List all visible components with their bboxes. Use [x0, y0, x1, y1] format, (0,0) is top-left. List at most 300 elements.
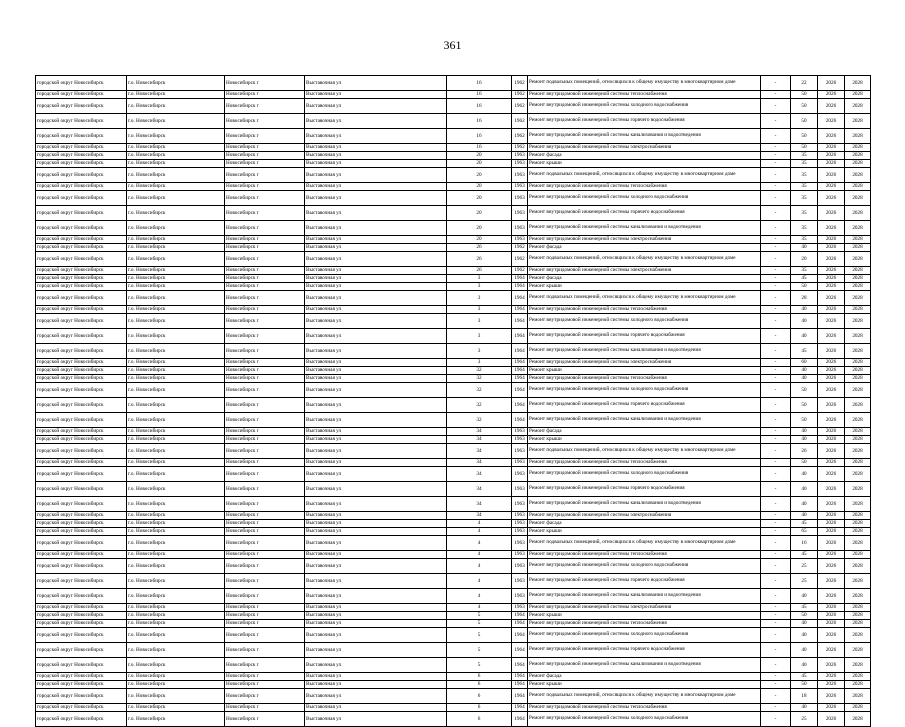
street-cell: Выставочная ул — [305, 574, 447, 589]
okrug-cell: городской округ Новосибирск — [36, 252, 127, 267]
work-type-cell: Ремонт внутридомовой инженерной системы теплоснабжения — [528, 704, 761, 712]
city-cell: Новосибирск г — [225, 528, 305, 536]
house-number-cell: 3 — [447, 275, 512, 283]
end-year-cell: 2028 — [845, 528, 871, 536]
value-cell: 40 — [791, 589, 818, 604]
okrug-cell: городской округ Новосибирск — [36, 168, 127, 183]
house-number-cell: 6 — [447, 704, 512, 712]
table-row — [36, 191, 871, 206]
end-year-cell: 2028 — [845, 283, 871, 291]
table-row — [36, 306, 871, 314]
table-row — [36, 658, 871, 673]
street-cell: Выставочная ул — [305, 536, 447, 551]
house-number-cell: 34 — [447, 444, 512, 459]
work-type-cell: Ремонт внутридомовой инженерной системы холодного водоснабжения — [528, 99, 761, 114]
street-cell: Выставочная ул — [305, 168, 447, 183]
unit-cell: - — [761, 398, 791, 413]
okrug-cell: городской округ Новосибирск — [36, 314, 127, 329]
build-year-cell: 1962 — [512, 244, 528, 252]
start-year-cell: 2026 — [818, 612, 845, 620]
build-year-cell: 1963 — [512, 497, 528, 512]
work-type-cell: Ремонт внутридомовой инженерной системы холодного водоснабжения — [528, 712, 761, 727]
start-year-cell: 2026 — [818, 589, 845, 604]
municipality-cell: г.о. Новосибирск — [127, 236, 225, 244]
work-type-cell: Ремонт крыши — [528, 528, 761, 536]
end-year-cell: 2028 — [845, 99, 871, 114]
okrug-cell: городской округ Новосибирск — [36, 329, 127, 344]
value-cell: 40 — [791, 643, 818, 658]
city-cell: Новосибирск г — [225, 114, 305, 129]
value-cell: 18 — [791, 689, 818, 704]
municipality-cell: г.о. Новосибирск — [127, 536, 225, 551]
work-type-cell: Ремонт подвальных помещений, относящихся к общему имуществу в многоквартирном доме — [528, 76, 761, 91]
build-year-cell: 1963 — [512, 444, 528, 459]
okrug-cell: городской округ Новосибирск — [36, 267, 127, 275]
street-cell: Выставочная ул — [305, 244, 447, 252]
street-cell: Выставочная ул — [305, 658, 447, 673]
table-row — [36, 536, 871, 551]
build-year-cell: 1963 — [512, 551, 528, 559]
house-number-cell: 20 — [447, 191, 512, 206]
street-cell: Выставочная ул — [305, 620, 447, 628]
build-year-cell: 1964 — [512, 658, 528, 673]
start-year-cell: 2026 — [818, 528, 845, 536]
start-year-cell: 2026 — [818, 344, 845, 359]
work-type-cell: Ремонт внутридомовой инженерной системы канализования и водоотведения — [528, 658, 761, 673]
start-year-cell: 2026 — [818, 512, 845, 520]
city-cell: Новосибирск г — [225, 620, 305, 628]
municipality-cell: г.о. Новосибирск — [127, 267, 225, 275]
table-row — [36, 612, 871, 620]
table-row — [36, 275, 871, 283]
work-type-cell: Ремонт крыши — [528, 367, 761, 375]
table-row — [36, 91, 871, 99]
value-cell: 50 — [791, 144, 818, 152]
municipality-cell: г.о. Новосибирск — [127, 658, 225, 673]
city-cell: Новосибирск г — [225, 628, 305, 643]
value-cell: 25 — [791, 559, 818, 574]
city-cell: Новосибирск г — [225, 520, 305, 528]
city-cell: Новосибирск г — [225, 314, 305, 329]
start-year-cell: 2026 — [818, 689, 845, 704]
table-row — [36, 482, 871, 497]
house-number-cell: 6 — [447, 689, 512, 704]
city-cell: Новосибирск г — [225, 267, 305, 275]
okrug-cell: городской округ Новосибирск — [36, 114, 127, 129]
street-cell: Выставочная ул — [305, 643, 447, 658]
start-year-cell: 2026 — [818, 520, 845, 528]
house-number-cell: 20 — [447, 206, 512, 221]
house-number-cell: 26 — [447, 267, 512, 275]
table-row — [36, 559, 871, 574]
end-year-cell: 2028 — [845, 612, 871, 620]
municipality-cell: г.о. Новосибирск — [127, 221, 225, 236]
start-year-cell: 2026 — [818, 283, 845, 291]
street-cell: Выставочная ул — [305, 206, 447, 221]
unit-cell: - — [761, 681, 791, 689]
unit-cell: - — [761, 559, 791, 574]
city-cell: Новосибирск г — [225, 643, 305, 658]
end-year-cell: 2028 — [845, 367, 871, 375]
street-cell: Выставочная ул — [305, 467, 447, 482]
build-year-cell: 1963 — [512, 482, 528, 497]
table-row — [36, 428, 871, 436]
city-cell: Новосибирск г — [225, 681, 305, 689]
city-cell: Новосибирск г — [225, 512, 305, 520]
municipality-cell: г.о. Новосибирск — [127, 428, 225, 436]
okrug-cell: городской округ Новосибирск — [36, 191, 127, 206]
build-year-cell: 1964 — [512, 413, 528, 428]
municipality-cell: г.о. Новосибирск — [127, 183, 225, 191]
okrug-cell: городской округ Новосибирск — [36, 559, 127, 574]
municipality-cell: г.о. Новосибирск — [127, 482, 225, 497]
unit-cell: - — [761, 413, 791, 428]
start-year-cell: 2026 — [818, 428, 845, 436]
house-number-cell: 34 — [447, 512, 512, 520]
unit-cell: - — [761, 628, 791, 643]
work-type-cell: Ремонт фасада — [528, 152, 761, 160]
city-cell: Новосибирск г — [225, 367, 305, 375]
city-cell: Новосибирск г — [225, 604, 305, 612]
municipality-cell: г.о. Новосибирск — [127, 76, 225, 91]
end-year-cell: 2028 — [845, 206, 871, 221]
municipality-cell: г.о. Новосибирск — [127, 589, 225, 604]
okrug-cell: городской округ Новосибирск — [36, 221, 127, 236]
unit-cell: - — [761, 252, 791, 267]
end-year-cell: 2028 — [845, 512, 871, 520]
table-row — [36, 628, 871, 643]
value-cell: 35 — [791, 152, 818, 160]
table-row — [36, 528, 871, 536]
build-year-cell: 1964 — [512, 329, 528, 344]
street-cell: Выставочная ул — [305, 221, 447, 236]
value-cell: 50 — [791, 612, 818, 620]
unit-cell: - — [761, 612, 791, 620]
work-type-cell: Ремонт внутридомовой инженерной системы электроснабжения — [528, 236, 761, 244]
start-year-cell: 2026 — [818, 99, 845, 114]
start-year-cell: 2026 — [818, 91, 845, 99]
value-cell: 35 — [791, 168, 818, 183]
street-cell: Выставочная ул — [305, 704, 447, 712]
municipality-cell: г.о. Новосибирск — [127, 160, 225, 168]
house-number-cell: 3 — [447, 291, 512, 306]
table-row — [36, 344, 871, 359]
end-year-cell: 2028 — [845, 436, 871, 444]
city-cell: Новосибирск г — [225, 183, 305, 191]
work-type-cell: Ремонт фасада — [528, 520, 761, 528]
value-cell: 45 — [791, 673, 818, 681]
value-cell: 50 — [791, 398, 818, 413]
table-row — [36, 383, 871, 398]
unit-cell: - — [761, 604, 791, 612]
start-year-cell: 2026 — [818, 114, 845, 129]
start-year-cell: 2026 — [818, 643, 845, 658]
house-number-cell: 16 — [447, 76, 512, 91]
table-row — [36, 643, 871, 658]
okrug-cell: городской округ Новосибирск — [36, 275, 127, 283]
work-type-cell: Ремонт внутридомовой инженерной системы холодного водоснабжения — [528, 467, 761, 482]
table-row — [36, 168, 871, 183]
city-cell: Новосибирск г — [225, 252, 305, 267]
city-cell: Новосибирск г — [225, 574, 305, 589]
house-number-cell: 20 — [447, 221, 512, 236]
street-cell: Выставочная ул — [305, 413, 447, 428]
street-cell: Выставочная ул — [305, 144, 447, 152]
end-year-cell: 2028 — [845, 551, 871, 559]
table-row — [36, 398, 871, 413]
value-cell: 40 — [791, 367, 818, 375]
end-year-cell: 2028 — [845, 236, 871, 244]
unit-cell: - — [761, 291, 791, 306]
start-year-cell: 2026 — [818, 152, 845, 160]
work-type-cell: Ремонт внутридомовой инженерной системы теплоснабжения — [528, 183, 761, 191]
house-number-cell: 3 — [447, 359, 512, 367]
city-cell: Новосибирск г — [225, 91, 305, 99]
okrug-cell: городской округ Новосибирск — [36, 673, 127, 681]
house-number-cell: 20 — [447, 160, 512, 168]
house-number-cell: 5 — [447, 643, 512, 658]
table-row — [36, 589, 871, 604]
value-cell: 35 — [791, 267, 818, 275]
unit-cell: - — [761, 267, 791, 275]
end-year-cell: 2028 — [845, 114, 871, 129]
okrug-cell: городской округ Новосибирск — [36, 283, 127, 291]
start-year-cell: 2026 — [818, 658, 845, 673]
municipality-cell: г.о. Новосибирск — [127, 628, 225, 643]
house-number-cell: 16 — [447, 99, 512, 114]
work-type-cell: Ремонт фасада — [528, 275, 761, 283]
build-year-cell: 1964 — [512, 620, 528, 628]
street-cell: Выставочная ул — [305, 236, 447, 244]
okrug-cell: городской округ Новосибирск — [36, 643, 127, 658]
build-year-cell: 1963 — [512, 236, 528, 244]
city-cell: Новосибирск г — [225, 244, 305, 252]
unit-cell: - — [761, 459, 791, 467]
unit-cell: - — [761, 467, 791, 482]
work-type-cell: Ремонт крыши — [528, 160, 761, 168]
unit-cell: - — [761, 160, 791, 168]
value-cell: 40 — [791, 497, 818, 512]
build-year-cell: 1963 — [512, 206, 528, 221]
table-row — [36, 375, 871, 383]
work-type-cell: Ремонт подвальных помещений, относящихся к общему имуществу в многоквартирном доме — [528, 689, 761, 704]
table-row — [36, 704, 871, 712]
value-cell: 35 — [791, 160, 818, 168]
street-cell: Выставочная ул — [305, 329, 447, 344]
unit-cell: - — [761, 76, 791, 91]
okrug-cell: городской округ Новосибирск — [36, 144, 127, 152]
value-cell: 40 — [791, 482, 818, 497]
street-cell: Выставочная ул — [305, 252, 447, 267]
city-cell: Новосибирск г — [225, 459, 305, 467]
build-year-cell: 1963 — [512, 152, 528, 160]
end-year-cell: 2028 — [845, 712, 871, 727]
street-cell: Выставочная ул — [305, 398, 447, 413]
work-type-cell: Ремонт крыши — [528, 436, 761, 444]
work-type-cell: Ремонт внутридомовой инженерной системы канализования и водоотведения — [528, 497, 761, 512]
street-cell: Выставочная ул — [305, 359, 447, 367]
city-cell: Новосибирск г — [225, 129, 305, 144]
work-type-cell: Ремонт внутридомовой инженерной системы холодного водоснабжения — [528, 191, 761, 206]
city-cell: Новосибирск г — [225, 283, 305, 291]
unit-cell: - — [761, 191, 791, 206]
house-number-cell: 4 — [447, 604, 512, 612]
municipality-cell: г.о. Новосибирск — [127, 398, 225, 413]
okrug-cell: городской округ Новосибирск — [36, 704, 127, 712]
value-cell: 50 — [791, 99, 818, 114]
unit-cell: - — [761, 359, 791, 367]
start-year-cell: 2026 — [818, 574, 845, 589]
municipality-cell: г.о. Новосибирск — [127, 306, 225, 314]
build-year-cell: 1962 — [512, 114, 528, 129]
municipality-cell: г.о. Новосибирск — [127, 704, 225, 712]
table-row — [36, 512, 871, 520]
house-number-cell: 34 — [447, 482, 512, 497]
work-type-cell: Ремонт внутридомовой инженерной системы горячего водоснабжения — [528, 206, 761, 221]
unit-cell: - — [761, 589, 791, 604]
street-cell: Выставочная ул — [305, 129, 447, 144]
okrug-cell: городской округ Новосибирск — [36, 497, 127, 512]
work-type-cell: Ремонт подвальных помещений, относящихся к общему имуществу в многоквартирном доме — [528, 168, 761, 183]
value-cell: 40 — [791, 704, 818, 712]
house-number-cell: 3 — [447, 329, 512, 344]
value-cell: 50 — [791, 129, 818, 144]
street-cell: Выставочная ул — [305, 152, 447, 160]
street-cell: Выставочная ул — [305, 604, 447, 612]
municipality-cell: г.о. Новосибирск — [127, 520, 225, 528]
house-number-cell: 32 — [447, 413, 512, 428]
table-row — [36, 520, 871, 528]
work-type-cell: Ремонт внутридомовой инженерной системы горячего водоснабжения — [528, 643, 761, 658]
start-year-cell: 2026 — [818, 144, 845, 152]
street-cell: Выставочная ул — [305, 375, 447, 383]
municipality-cell: г.о. Новосибирск — [127, 152, 225, 160]
city-cell: Новосибирск г — [225, 482, 305, 497]
end-year-cell: 2028 — [845, 559, 871, 574]
build-year-cell: 1962 — [512, 76, 528, 91]
okrug-cell: городской округ Новосибирск — [36, 91, 127, 99]
city-cell: Новосибирск г — [225, 559, 305, 574]
table-row — [36, 244, 871, 252]
street-cell: Выставочная ул — [305, 76, 447, 91]
start-year-cell: 2026 — [818, 398, 845, 413]
unit-cell: - — [761, 221, 791, 236]
house-number-cell: 6 — [447, 681, 512, 689]
end-year-cell: 2028 — [845, 314, 871, 329]
street-cell: Выставочная ул — [305, 497, 447, 512]
value-cell: 35 — [791, 183, 818, 191]
city-cell: Новосибирск г — [225, 689, 305, 704]
capital-repair-table — [35, 75, 871, 727]
value-cell: 22 — [791, 76, 818, 91]
work-type-cell: Ремонт подвальных помещений, относящихся к общему имуществу в многоквартирном доме — [528, 291, 761, 306]
okrug-cell: городской округ Новосибирск — [36, 291, 127, 306]
table-row — [36, 459, 871, 467]
end-year-cell: 2028 — [845, 689, 871, 704]
unit-cell: - — [761, 144, 791, 152]
start-year-cell: 2026 — [818, 497, 845, 512]
table-row — [36, 99, 871, 114]
value-cell: 16 — [791, 536, 818, 551]
city-cell: Новосибирск г — [225, 673, 305, 681]
street-cell: Выставочная ул — [305, 436, 447, 444]
value-cell: 20 — [791, 252, 818, 267]
city-cell: Новосибирск г — [225, 191, 305, 206]
build-year-cell: 1963 — [512, 160, 528, 168]
table-row — [36, 712, 871, 727]
start-year-cell: 2026 — [818, 252, 845, 267]
work-type-cell: Ремонт внутридомовой инженерной системы теплоснабжения — [528, 459, 761, 467]
street-cell: Выставочная ул — [305, 673, 447, 681]
municipality-cell: г.о. Новосибирск — [127, 129, 225, 144]
value-cell: 50 — [791, 681, 818, 689]
okrug-cell: городской округ Новосибирск — [36, 160, 127, 168]
work-type-cell: Ремонт внутридомовой инженерной системы горячего водоснабжения — [528, 114, 761, 129]
municipality-cell: г.о. Новосибирск — [127, 413, 225, 428]
table-row — [36, 252, 871, 267]
end-year-cell: 2028 — [845, 152, 871, 160]
city-cell: Новосибирск г — [225, 221, 305, 236]
unit-cell: - — [761, 536, 791, 551]
value-cell: 40 — [791, 512, 818, 520]
table-row — [36, 413, 871, 428]
city-cell: Новосибирск г — [225, 398, 305, 413]
okrug-cell: городской округ Новосибирск — [36, 589, 127, 604]
street-cell: Выставочная ул — [305, 114, 447, 129]
house-number-cell: 34 — [447, 459, 512, 467]
build-year-cell: 1962 — [512, 99, 528, 114]
build-year-cell: 1964 — [512, 314, 528, 329]
unit-cell: - — [761, 168, 791, 183]
house-number-cell: 5 — [447, 612, 512, 620]
unit-cell: - — [761, 344, 791, 359]
house-number-cell: 20 — [447, 236, 512, 244]
start-year-cell: 2026 — [818, 704, 845, 712]
city-cell: Новосибирск г — [225, 436, 305, 444]
end-year-cell: 2028 — [845, 383, 871, 398]
end-year-cell: 2028 — [845, 306, 871, 314]
table-row — [36, 497, 871, 512]
municipality-cell: г.о. Новосибирск — [127, 99, 225, 114]
street-cell: Выставочная ул — [305, 712, 447, 727]
value-cell: 35 — [791, 236, 818, 244]
table-row — [36, 221, 871, 236]
start-year-cell: 2026 — [818, 375, 845, 383]
unit-cell: - — [761, 329, 791, 344]
street-cell: Выставочная ул — [305, 528, 447, 536]
build-year-cell: 1962 — [512, 267, 528, 275]
build-year-cell: 1964 — [512, 681, 528, 689]
city-cell: Новосибирск г — [225, 428, 305, 436]
street-cell: Выставочная ул — [305, 344, 447, 359]
work-type-cell: Ремонт внутридомовой инженерной системы горячего водоснабжения — [528, 329, 761, 344]
unit-cell: - — [761, 528, 791, 536]
end-year-cell: 2028 — [845, 444, 871, 459]
end-year-cell: 2028 — [845, 658, 871, 673]
city-cell: Новосибирск г — [225, 497, 305, 512]
city-cell: Новосибирск г — [225, 612, 305, 620]
okrug-cell: городской округ Новосибирск — [36, 536, 127, 551]
value-cell: 45 — [791, 520, 818, 528]
start-year-cell: 2026 — [818, 436, 845, 444]
unit-cell: - — [761, 428, 791, 436]
value-cell: 40 — [791, 467, 818, 482]
municipality-cell: г.о. Новосибирск — [127, 344, 225, 359]
start-year-cell: 2026 — [818, 291, 845, 306]
street-cell: Выставочная ул — [305, 444, 447, 459]
value-cell: 45 — [791, 344, 818, 359]
okrug-cell: городской округ Новосибирск — [36, 413, 127, 428]
